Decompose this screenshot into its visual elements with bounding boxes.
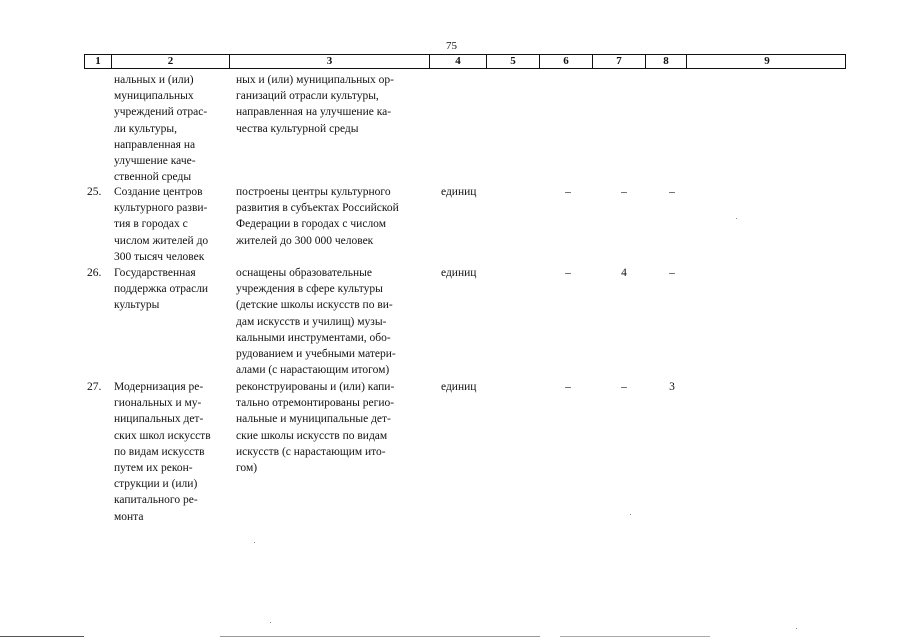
scan-speck	[270, 622, 271, 623]
scan-artifact-line	[0, 636, 84, 637]
column-6-header: 6	[540, 55, 593, 68]
event-result: оснащены образовательные учреждения в сфере культуры (детские школы искусств по ви- дам искусств и училищ) музы- кальными инструментами, обо- рудованием и учебными матери- алами (с нарастающим итогом)	[236, 267, 396, 377]
value-col-7: –	[621, 381, 627, 393]
event-name: Модернизация ре- гиональных и му- ниципальных дет- ских школ искусств по видам искусств путем их рекон- струкции и (или) капитального ре- монта	[114, 381, 211, 523]
row-number: 25.	[87, 186, 102, 198]
column-7-header: 7	[593, 55, 646, 68]
value-col-6: –	[565, 186, 571, 198]
value-col-8: –	[669, 267, 675, 279]
column-8-header: 8	[646, 55, 687, 68]
unit-of-measure: единиц	[441, 381, 477, 393]
column-number-header	[84, 54, 846, 69]
scan-artifact-line	[560, 636, 710, 637]
column-4-header: 4	[430, 55, 487, 68]
scan-speck	[736, 218, 737, 219]
unit-of-measure: единиц	[441, 186, 477, 198]
event-name: Создание центров культурного разви- тия в городах с числом жителей до 300 тысяч человек	[114, 186, 209, 263]
column-5-header: 5	[487, 55, 540, 68]
scan-speck	[630, 514, 631, 515]
event-result: реконструированы и (или) капи- тально отремонтированы регио- нальные и муниципальные дет- ские школы искусств по видам искусств (с нарастающим ито- гом)	[236, 381, 395, 475]
page-number: 75	[446, 40, 457, 52]
unit-of-measure: единиц	[441, 267, 477, 279]
row-number: 27.	[87, 381, 102, 393]
value-col-6: –	[565, 267, 571, 279]
column-3-header: 3	[230, 55, 430, 68]
value-col-8: 3	[669, 381, 675, 393]
scan-speck	[254, 542, 255, 543]
value-col-8: –	[669, 186, 675, 198]
column-9-header: 9	[764, 55, 770, 67]
event-name: нальных и (или) муниципальных учреждений отрас- ли культуры, направленная на улучшение каче- ственной среды	[114, 74, 208, 184]
row-number: 26.	[87, 267, 102, 279]
event-result: ных и (или) муниципальных ор- ганизаций отрасли культуры, направленная на улучшение ка- чества культурной среды	[236, 74, 394, 135]
value-col-7: 4	[621, 267, 627, 279]
event-result: построены центры культурного развития в субъектах Российской Федерации в городах с числом жителей до 300 000 человек	[236, 186, 399, 247]
column-2-header: 2	[112, 55, 230, 68]
value-col-7: –	[621, 186, 627, 198]
event-name: Государственная поддержка отрасли культуры	[114, 267, 209, 312]
value-col-6: –	[565, 381, 571, 393]
scan-speck	[796, 628, 797, 629]
scan-artifact-line	[220, 636, 540, 637]
column-1-header: 1	[85, 55, 112, 68]
